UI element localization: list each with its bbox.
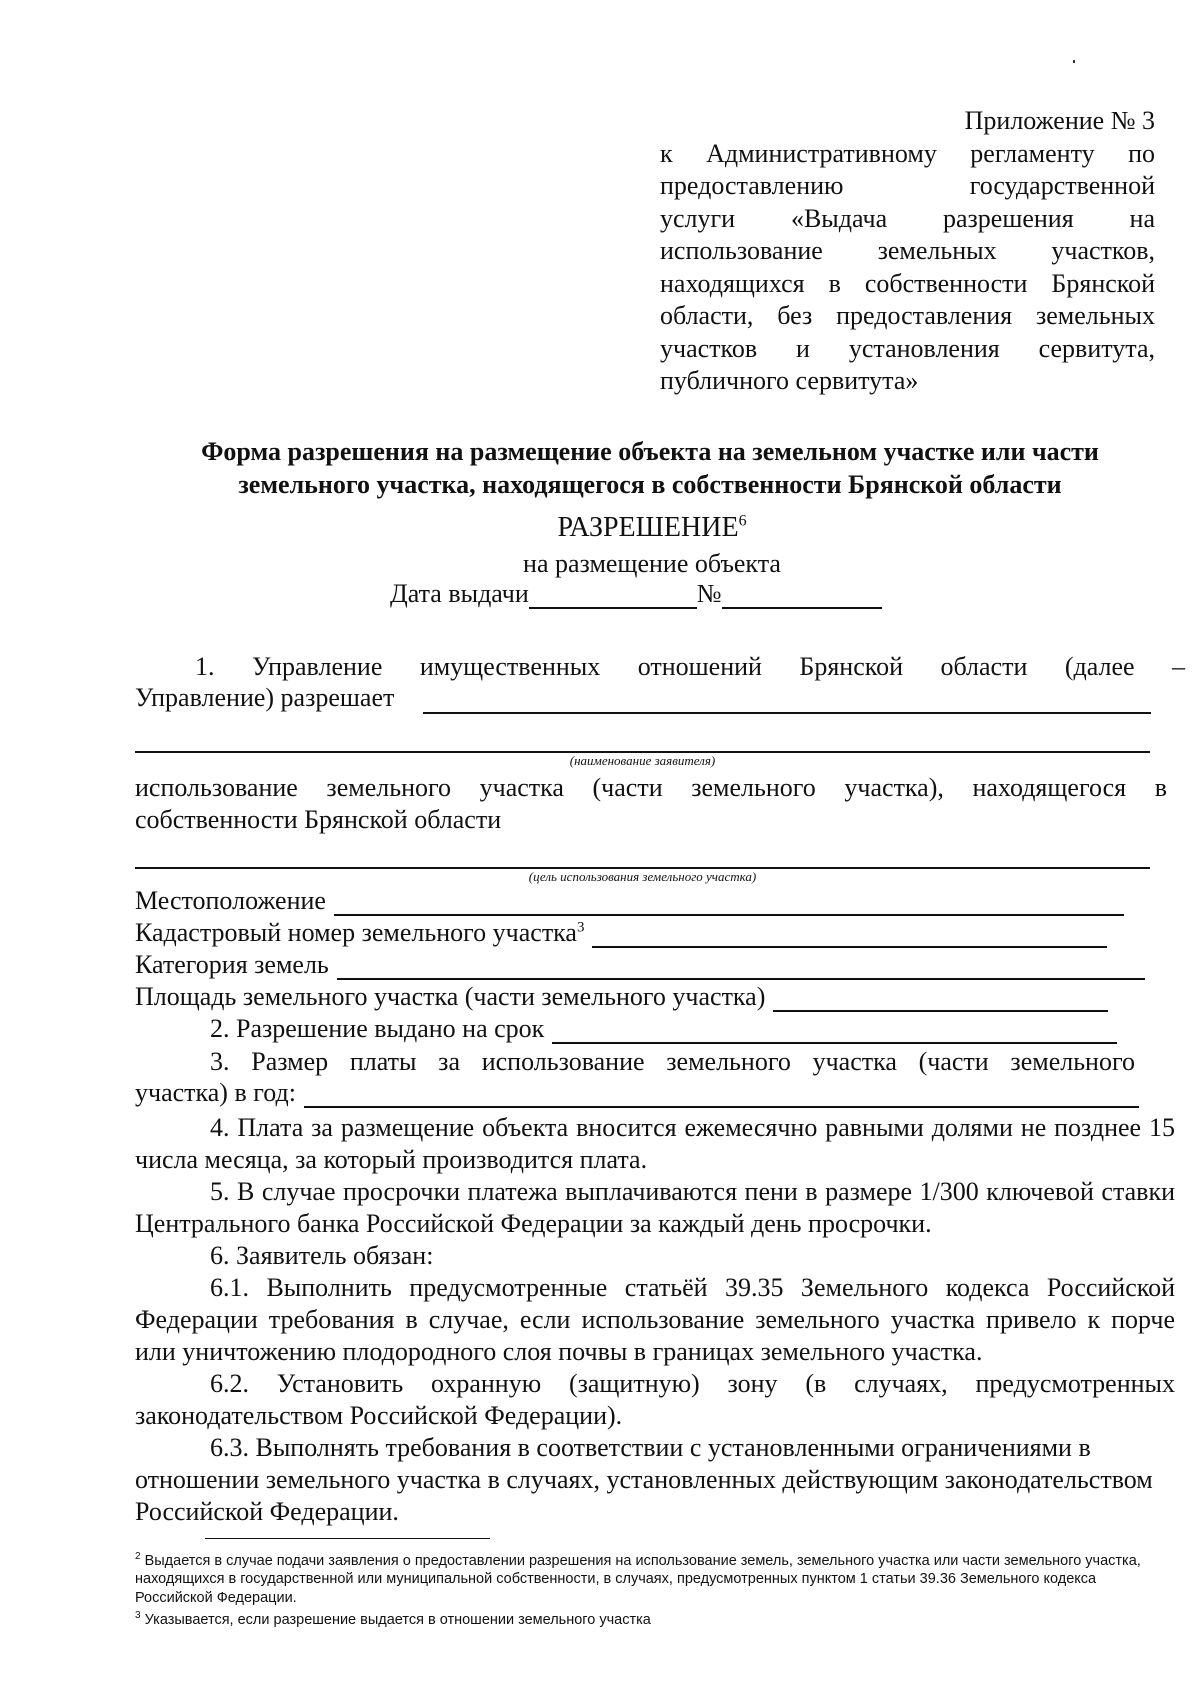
form-title-line: земельного участка, находящегося в собственности Брянской области: [238, 470, 1062, 499]
term-label: 2. Разрешение выдано на срок: [210, 1014, 545, 1043]
location-blank: [334, 890, 1124, 916]
footnote-mark: 3: [135, 1610, 141, 1622]
annex-line: находящихся в собственности Брянской: [660, 268, 1155, 298]
document-title-text: РАЗРЕШЕНИЕ: [557, 512, 739, 543]
scan-speck: [1073, 60, 1075, 63]
issue-number-blank: [722, 581, 882, 609]
footnote-ref: 3: [576, 919, 585, 936]
footnote-2: [135, 1548, 1165, 1607]
section1-line4: собственности Брянской области: [135, 805, 502, 834]
footnote-separator: [205, 1538, 490, 1539]
cadastral-label: [135, 918, 584, 948]
area-row: [135, 982, 1108, 1012]
annex-header: [660, 105, 1155, 398]
footnote-3: [135, 1607, 1165, 1629]
document-subtitle: на размещение объекта: [523, 549, 781, 578]
annex-title: Приложение № 3: [964, 106, 1155, 135]
annex-line: предоставлению государственной: [660, 171, 1155, 200]
cadastral-label-text: Кадастровый номер земельного участка: [135, 918, 577, 947]
location-row: [135, 886, 1124, 916]
cadastral-blank: [592, 922, 1107, 948]
form-title-line: Форма разрешения на размещение объекта на земельном участке или части: [201, 437, 1099, 466]
section1-line2: Управление) разрешает: [135, 683, 395, 712]
footnotes: [135, 1548, 1165, 1630]
item-6: 6. Заявитель обязан:: [210, 1241, 434, 1270]
category-row: [135, 950, 1145, 980]
category-blank: [337, 954, 1145, 980]
section1-line3: использование земельного участка (части земельного участка), находящегося в: [135, 773, 1167, 802]
footnote-text: Указывается, если разрешение выдается в отношении земельного участка: [144, 1612, 651, 1629]
section1-line1-wrap: [195, 651, 1185, 682]
applicant-blank: [423, 712, 1151, 714]
fee-row: [135, 1078, 1139, 1108]
fee-line1: 3. Размер платы за использование земельного участка (части земельного: [210, 1047, 1135, 1076]
fee-line1-wrap: [210, 1046, 1135, 1077]
item-6-3: 6.3. Выполнять требования в соответствии с установленными ограничениями в отношении земельного участка в случаях, установленных действующим законодательством Российской Федерации.: [135, 1433, 1153, 1526]
issue-date-label: Дата выдачи: [390, 579, 529, 608]
annex-line: области, без предоставления земельных: [660, 301, 1155, 330]
issue-number-label: №: [696, 579, 722, 608]
fee-blank: [304, 1082, 1139, 1108]
item-6-1: 6.1. Выполнить предусмотренные статьёй 39.35 Земельного кодекса Российской Федерации требования в случае, если использование земельного участка привело к порче или уничтожению плодородного слоя почвы в границах земельного участка.: [135, 1273, 1175, 1366]
annex-line: участков и установления сервитута,: [660, 333, 1155, 363]
annex-line: публичного сервитута»: [660, 366, 919, 395]
item-5: 5. В случае просрочки платежа выплачиваются пени в размере 1/300 ключевой ставки Центрального банка Российской Федерации за каждый день просрочки.: [135, 1177, 1175, 1238]
purpose-caption: (цель использования земельного участка): [528, 869, 757, 884]
term-blank: [552, 1018, 1117, 1044]
section1-line3-wrap: [135, 772, 1167, 803]
footnote-mark: 2: [135, 1551, 141, 1562]
form-title: [130, 435, 1170, 501]
footnote-text: Выдается в случае подачи заявления о предоставлении разрешения на использование земель, земельного участка или части земельного участка, находящихся в государственной или муниципальной собственности, в случаях, предусмотренных пунктом 1 статьи 39.36 Земельного кодекса Российской Федерации.: [135, 1552, 1141, 1606]
section1-line1: 1. Управление имущественных отношений Брянской области (далее –: [195, 652, 1185, 681]
location-label: Местоположение: [135, 886, 326, 915]
area-label: Площадь земельного участка (части земельного участка): [135, 982, 766, 1011]
fee-label: участка) в год:: [135, 1078, 296, 1107]
category-label: Категория земель: [135, 950, 329, 979]
document-title: [0, 512, 1200, 544]
area-blank: [773, 986, 1108, 1012]
annex-line: к Административному регламенту по: [660, 138, 1155, 168]
applicant-caption: (наименование заявителя): [569, 753, 716, 768]
obligations-text: [135, 1112, 1175, 1528]
issue-row: [390, 579, 882, 609]
term-row: [210, 1014, 1117, 1044]
annex-line: услуги «Выдача разрешения на: [660, 203, 1155, 233]
item-4: 4. Плата за размещение объекта вносится ежемесячно равными долями не позднее 15 числа месяца, за который производится плата.: [135, 1113, 1175, 1174]
footnote-ref: 6: [738, 512, 747, 530]
item-6-2: 6.2. Установить охранную (защитную) зону (в случаях, предусмотренных законодательством Российской Федерации).: [135, 1369, 1175, 1430]
issue-date-blank: [529, 581, 697, 609]
cadastral-row: [135, 918, 1107, 948]
annex-line: использование земельных участков,: [660, 236, 1155, 265]
